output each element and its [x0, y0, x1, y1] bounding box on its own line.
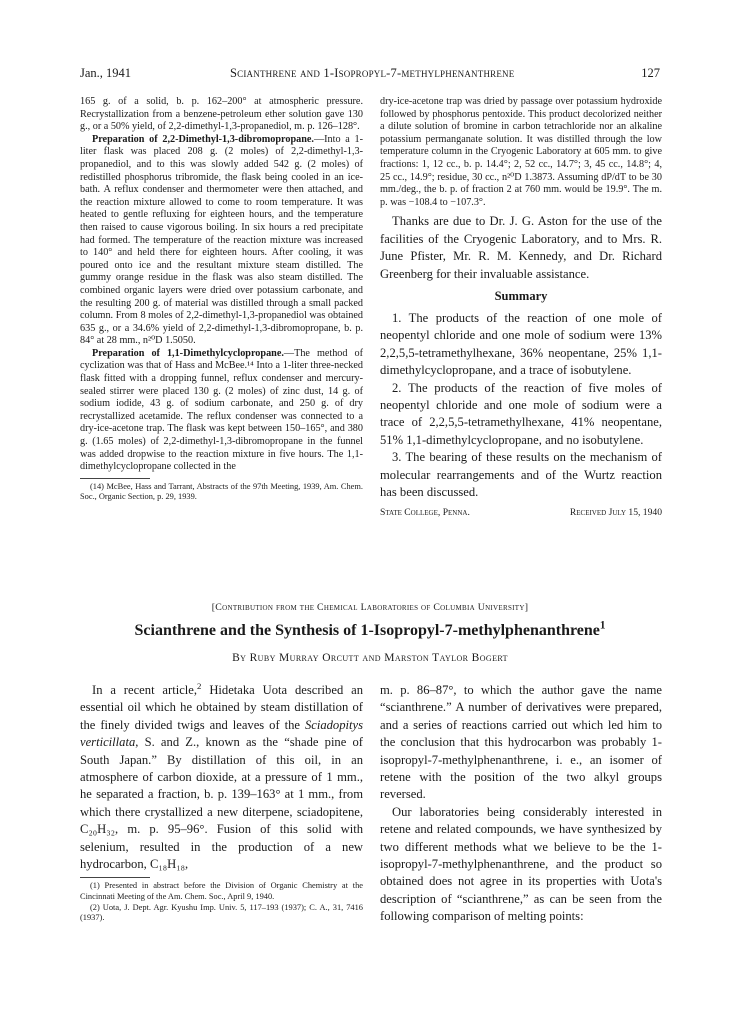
footnote-mark: 2	[197, 680, 202, 691]
species-name: Sciadopitys verticillata	[80, 717, 363, 750]
paragraph-text: , S. and Z., known as the “shade pine of South Japan.” By distillation of this oil, in an atmosphere of carbon dioxide, at a pressure of 1 mm., he separated a fraction, b. p. 139–163° at 1 mm., from which there crystallized a new diterpene, sciadopitene, C₂₀H₃₂, m. p. 95–96°. Fusion of this solid with selenium, resulted in the production of a new hydrocarbon, C₁₈H₁₈,	[80, 735, 363, 872]
summary-item: 3. The bearing of these results on the mechanism of molecular rearrangements and of the Wurtz reaction has been discussed.	[380, 450, 662, 500]
paragraph: 165 g. of a solid, b. p. 162–200° at atmospheric pressure. Recrystallization from a benzene-petroleum ether solution gave 130 g., or a 50% yield, of 2,2-dimethyl-1,3-propanediol, m. p. 126–128°.	[80, 96, 363, 133]
byline: By Ruby Murray Orcutt and Marston Taylor Bogert	[232, 652, 508, 664]
paragraph	[80, 348, 363, 474]
bottom-right-column	[380, 682, 662, 926]
paragraph: Our laboratories being considerably interested in retene and related compounds, we have synthesized by two different methods what we believe to be the 1-isopropyl-7-methylphenanthrene, and the product so obtained does not agree in its properties with Uota's description of “scianthrene,” as can be seen from the following comparison of melting points:	[380, 804, 662, 924]
bottom-left-column	[80, 682, 363, 924]
top-right-column	[380, 96, 662, 521]
subsection-heading: Preparation of 1,1-Dimethylcyclopropane.	[92, 347, 284, 359]
paragraph	[80, 134, 363, 348]
top-left-column	[80, 96, 363, 503]
paragraph-text: —The method of cyclization was that of Hass and McBee.¹⁴ Into a 1-liter three-necked flask fitted with a dropping funnel, reflux condenser and mercury-sealed stirrer were placed 130 g. (2 moles) of zinc dust, 14 g. of sodium iodide, 43 g. of sodium carbonate, and 250 g. of dry recrystallized acetamide. The reflux condenser was connected to a dry-ice-acetone trap. The flask was kept between 150–165°, and 380 g. (1.65 moles) of 2,2-dimethyl-1,3-dibromopropane in the funnel was added dropwise to the reaction mixture in five hours. The 1,1-dimethylcyclopropane collected in the	[80, 347, 363, 473]
paragraph: dry-ice-acetone trap was dried by passage over potassium hydroxide followed by phosphorus pentoxide. This product decolorized neither a dilute solution of bromine in carbon tetrachloride nor an alkaline potassium permanganate solution. It was distilled through the low temperature column in the Cryogenic Laboratory at 605 mm. to give fractions: 1, 12 cc., b. p. 14.4°; 2, 52 cc., 14.7°; 3, 45 cc., 14.8°; 4, 25 cc., 14.9°; residue, 30 cc., n²⁰D 1.3873. Assuming dP/dT to be 30 mm./deg., the b. p. of fraction 2 at 760 mm. would be 19.9°. The m. p. was −108.4 to −107.3°.	[380, 96, 662, 208]
running-header	[80, 66, 660, 82]
article-title-text: Scianthrene and the Synthesis of 1-Isopropyl-7-methylphenanthrene	[134, 622, 600, 639]
paragraph-text: In a recent article,	[92, 683, 198, 697]
footnote: (14) McBee, Hass and Tarrant, Abstracts of the 97th Meeting, 1939, Am. Chem. Soc., Organic Section, p. 29, 1939.	[80, 481, 363, 502]
paragraph	[80, 682, 363, 873]
summary-item: 2. The products of the reaction of five moles of neopentyl chloride and one mole of sodium were a trace of 2,2,5,5-tetramethylhexane, 41% neopentane, 51% 1,1-dimethylcyclopropane, and no isobutylene.	[380, 380, 662, 447]
footnotes	[80, 881, 363, 923]
location: State College, Penna.	[380, 507, 470, 519]
footnote: (1) Presented in abstract before the Division of Organic Chemistry at the Cincinnati Meeting of the Am. Chem. Soc., April 9, 1940.	[80, 881, 363, 902]
header-title: Scianthrene and 1-Isopropyl-7-methylphenanthrene	[230, 66, 515, 80]
signature-row	[380, 507, 662, 521]
subsection-heading: Preparation of 2,2-Dimethyl-1,3-dibromopropane.	[92, 133, 314, 145]
received-date: Received July 15, 1940	[569, 507, 662, 519]
page-number: 127	[641, 66, 660, 80]
contribution-line: [Contribution from the Chemical Laboratories of Columbia University]	[211, 602, 529, 613]
footnote: (2) Uota, J. Dept. Agr. Kyushu Imp. Univ. 5, 117–193 (1937); C. A., 31, 7416 (1937).	[80, 902, 363, 923]
paragraph-text: —Into a 1-liter flask was placed 208 g. (2 moles) of 2,2-dimethyl-1,3-propanediol, and to this was slowly added 542 g. (2 moles) of redistilled phosphorus tribromide, the flask being cooled in an ice-bath. A reflux condenser and thermometer were then attached, and the reaction mixture allowed to come to room temperature. It was heated to gentle refluxing for eighteen hours, and the temperature then raised to cause vigorous boiling. In six hours a red precipitate had formed. The temperature of the reaction mixture was increased to 140° and held there for eighteen hours. After cooling, it was poured onto ice and the resultant mixture steam distilled. The gummy orange residue in the flask was also steam distilled. The combined organic layers were dried over potassium carbonate, and the resulting 200 g. of material was distilled through a small packed column. From 8 moles of 2,2-dimethyl-1,3-propanediol was obtained 635 g., or a 34.6% yield of 2,2-dimethyl-1,3-dibromopropane, b. p. 84° at 28 mm., n²⁰D 1.5050.	[80, 133, 363, 347]
footnote-rule	[80, 877, 150, 878]
article-title	[80, 619, 660, 640]
footnotes	[80, 482, 363, 503]
paragraph: m. p. 86–87°, to which the author gave the name “scianthrene.” A number of derivatives were prepared, and a series of reactions carried out which led him to the conclusion that this hydrocarbon was probably 1-isopropyl-7-methylphenanthrene, i. e., an isomer of retene with the position of the two alkyl groups reversed.	[380, 683, 662, 802]
summary-heading: Summary	[494, 288, 548, 303]
title-footnote-mark: 1	[599, 619, 606, 632]
footnote-rule	[80, 478, 150, 479]
header-date: Jan., 1941	[80, 66, 132, 80]
acknowledgment: Thanks are due to Dr. J. G. Aston for the use of the facilities of the Cryogenic Laboratory, and to Mrs. R. June Pfister, Mr. R. M. Kennedy, and Dr. Richard Greenberg for their invaluable assistance.	[380, 214, 662, 281]
summary-item: 1. The products of the reaction of one mole of neopentyl chloride and one mole of sodium were 13% 2,2,5,5-tetramethylhexane, 36% neopentane, 25% 1,1-dimethylcyclopropane, and a trace of isobutylene.	[380, 310, 662, 378]
paragraph-text: Hidetaka Uota described an essential oil which he obtained by steam distillation of the finely divided twigs and leaves of the	[80, 683, 363, 732]
